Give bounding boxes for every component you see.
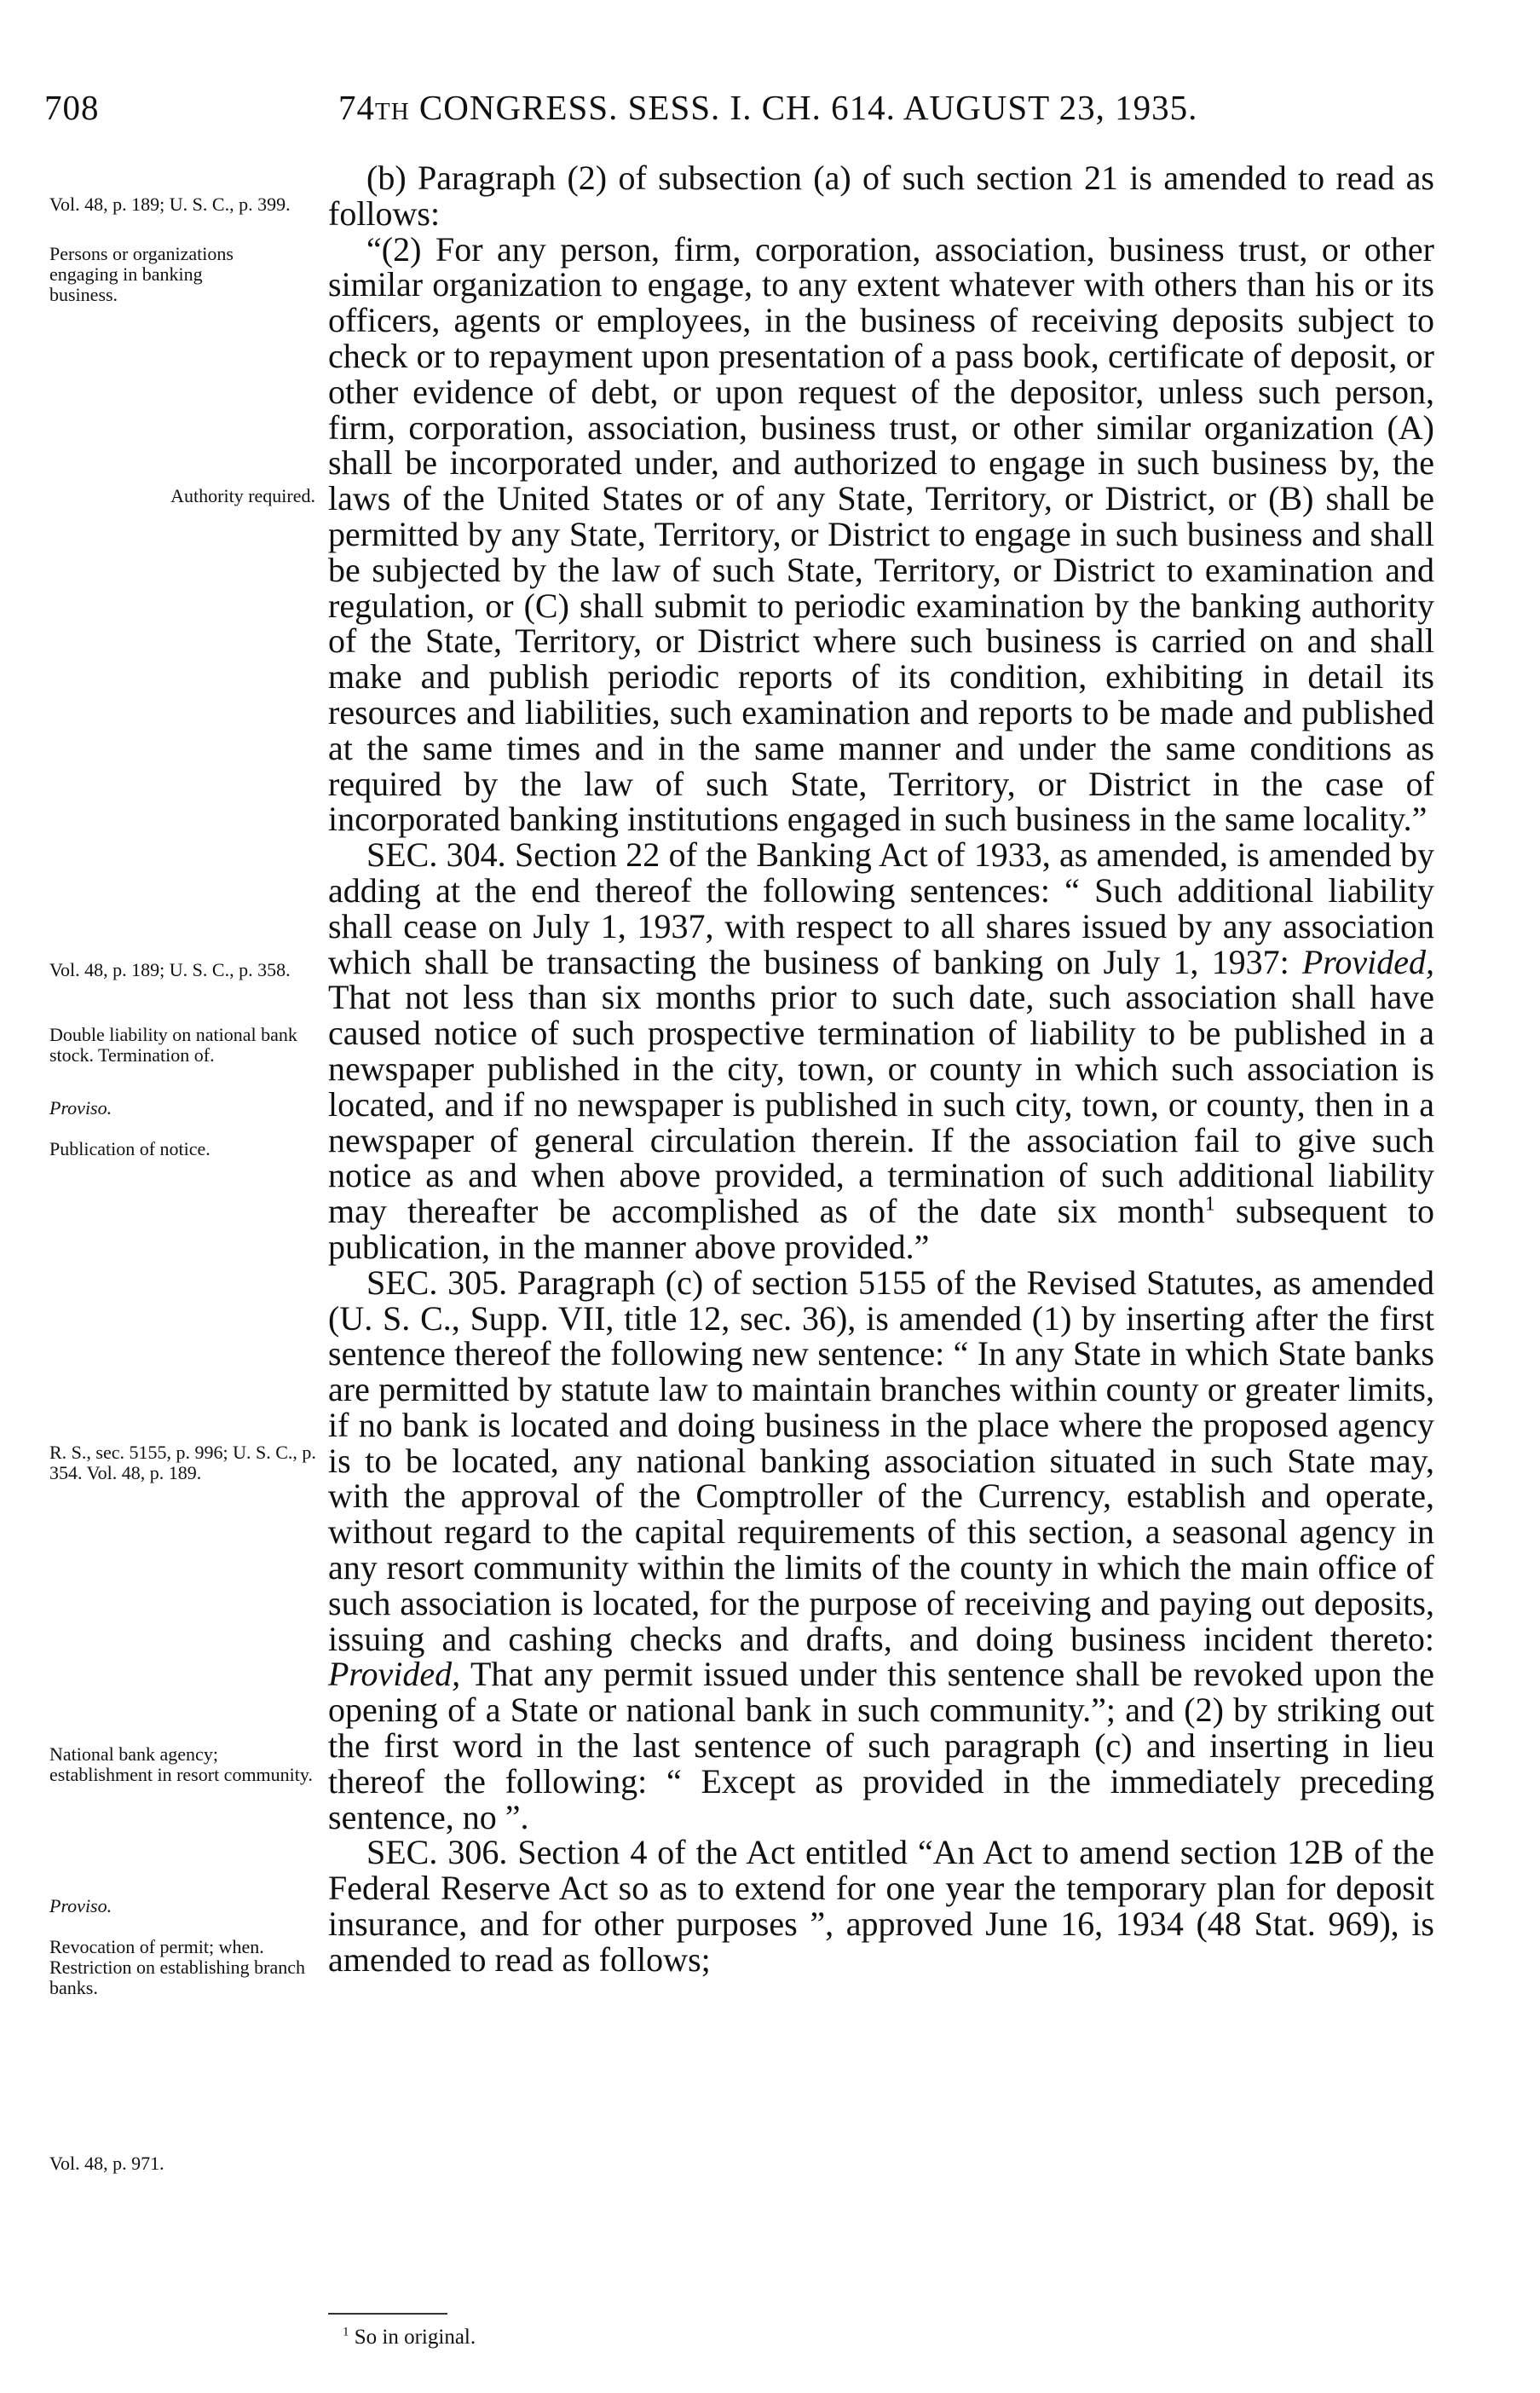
margin-note-proviso [49,1078,322,1180]
margin-note-text: Publication of notice. [49,1138,211,1159]
statute-body [328,160,1434,1978]
margin-note-citation [49,2133,322,2174]
running-head-ordinal-suffix: TH [375,98,410,125]
provided-term: Provided, [1301,942,1434,981]
margin-note-text: Revocation of permit; when. Restriction on establishing branch banks. [49,1936,305,1998]
footnote-reference: 1 [1204,1193,1215,1216]
page-header [44,87,1451,138]
margin-note-citation [49,1422,322,1483]
margin-note-heading [49,223,262,305]
section-305-text: That any permit issued under this sentence shall be revoked upon the opening of a State or national bank in such community.”; and (2) by striking out the first word in the last sentence of such paragraph (c) and inserting in lieu thereof the following: “ Except as provided in the immediately preceding sentence, no ”. [328,1655,1434,1836]
footnote-text: So in original. [349,2326,476,2349]
provided-term: Provided, [328,1655,461,1694]
margin-note-heading [34,465,315,506]
margin-note-heading [49,1724,322,1785]
margin-note-citation [49,174,322,215]
footnote [343,2326,476,2350]
margin-note-label: Proviso. [49,1895,112,1916]
section-304-text: SEC. 304. Section 22 of the Banking Act of 1933, as amended, is amended by adding at the end thereof the following sentences: “ Such additional liability shall cease on July 1, 1937, with respect to all shares issued by any association which shall be transacting the business of banking on July 1, 1937: [328,835,1434,981]
paragraph-2-quoted: “(2) For any person, firm, corporation, association, business trust, or other similar organization to engage, to any extent whatever with others than his or its officers, agents or employees, in the business of receiving deposits subject to check or to repayment upon presentation of a pass book, certificate of deposit, or other evidence of debt, or upon request of the depositor, unless such person, firm, corporation, association, business trust, or other similar organization (A) shall be incorporated under, and authorized to engage in such business by, the laws of the United States or of any State, Territory, or District, or (B) shall be permitted by any State, Territory, or District to engage in such business and shall be subjected by the law of such State, Territory, or District to examination and regulation, or (C) shall submit to periodic examination by the banking authority of the State, Territory, or District where such business is carried on and shall make and publish periodic reports of its condition, exhibiting in detail its resources and liabilities, such examination and reports to be made and published at the same times and in the same manner and under the same conditions as required by the law of such State, Territory, or District in the case of incorporated banking institutions engaged in such business in the same locality.” [328,229,1434,839]
margin-note-citation [49,939,305,980]
section-305-text: SEC. 305. Paragraph (c) of section 5155 of the Revised Statutes, as amended (U. S. C., Supp. VII, title 12, sec. 36), is amended (1) by inserting after the first sentence thereof the following new sentence: “ In any State in which State banks are permitted by statute law to maintain branches within county or greater limits, if no bank is located and doing business in the place where the proposed agency is to be located, any national banking association situated in such State may, with the approval of the Comptroller of the Currency, establish and operate, without regard to the capital requirements of this section, a seasonal agency in any resort community within the limits of the county in which the main office of such association is located, for the purpose of receiving and paying out deposits, issuing and cashing checks and drafts, and doing business incident thereto: [328,1263,1434,1658]
running-head-ordinal: 74 [338,88,375,127]
margin-note-proviso [49,1876,322,2019]
section-304-text: subsequent to publication, in the manner above provided.” [328,1192,1434,1266]
footnote-marker: 1 [343,2325,349,2339]
margin-note-text: Vol. 48, p. 189; U. S. C., p. 358. [49,959,291,980]
section-305 [328,1265,1434,1835]
running-head [338,87,1197,128]
margin-note-text: Persons or organizations engaging in banking business. [49,243,234,305]
paragraph-b: (b) Paragraph (2) of subsection (a) of such section 21 is amended to read as follows: [328,159,1434,233]
running-head-text: CONGRESS. SESS. I. CH. 614. AUGUST 23, 1935. [418,88,1198,127]
margin-note-text: Vol. 48, p. 189; U. S. C., p. 399. [49,194,291,215]
section-306: SEC. 306. Section 4 of the Act entitled “An Act to amend section 12B of the Federal Reserve Act so as to extend for one year the temporary plan for deposit insurance, and for other purposes ”, approved June 16, 1934 (48 Stat. 969), is amended to read as follows; [328,1833,1434,1979]
page-number: 708 [44,88,100,127]
section-304-text: That not less than six months prior to such date, such association shall have caused notice of such prospective termination of liability to be published in a newspaper published in the city, town, or county in which such association is located, and if no newspaper is published in such city, town, or county, then in a newspaper of general circulation therein. If the association fail to give such notice as and when above provided, a termination of such additional liability may thereafter be accomplished as of the date six month [328,978,1434,1231]
margin-note-label: Proviso. [49,1097,112,1118]
margin-note-text: National bank agency; establishment in resort community. [49,1743,313,1785]
margin-note-text: Double liability on national bank stock. Termination of. [49,1024,297,1066]
footnote-divider [328,2313,447,2315]
margin-note-text: Authority required. [170,485,315,506]
section-304 [328,837,1434,1265]
margin-note-heading [49,1004,322,1066]
margin-note-text: Vol. 48, p. 971. [49,2153,164,2174]
margin-note-text: R. S., sec. 5155, p. 996; U. S. C., p. 354. Vol. 48, p. 189. [49,1442,316,1483]
